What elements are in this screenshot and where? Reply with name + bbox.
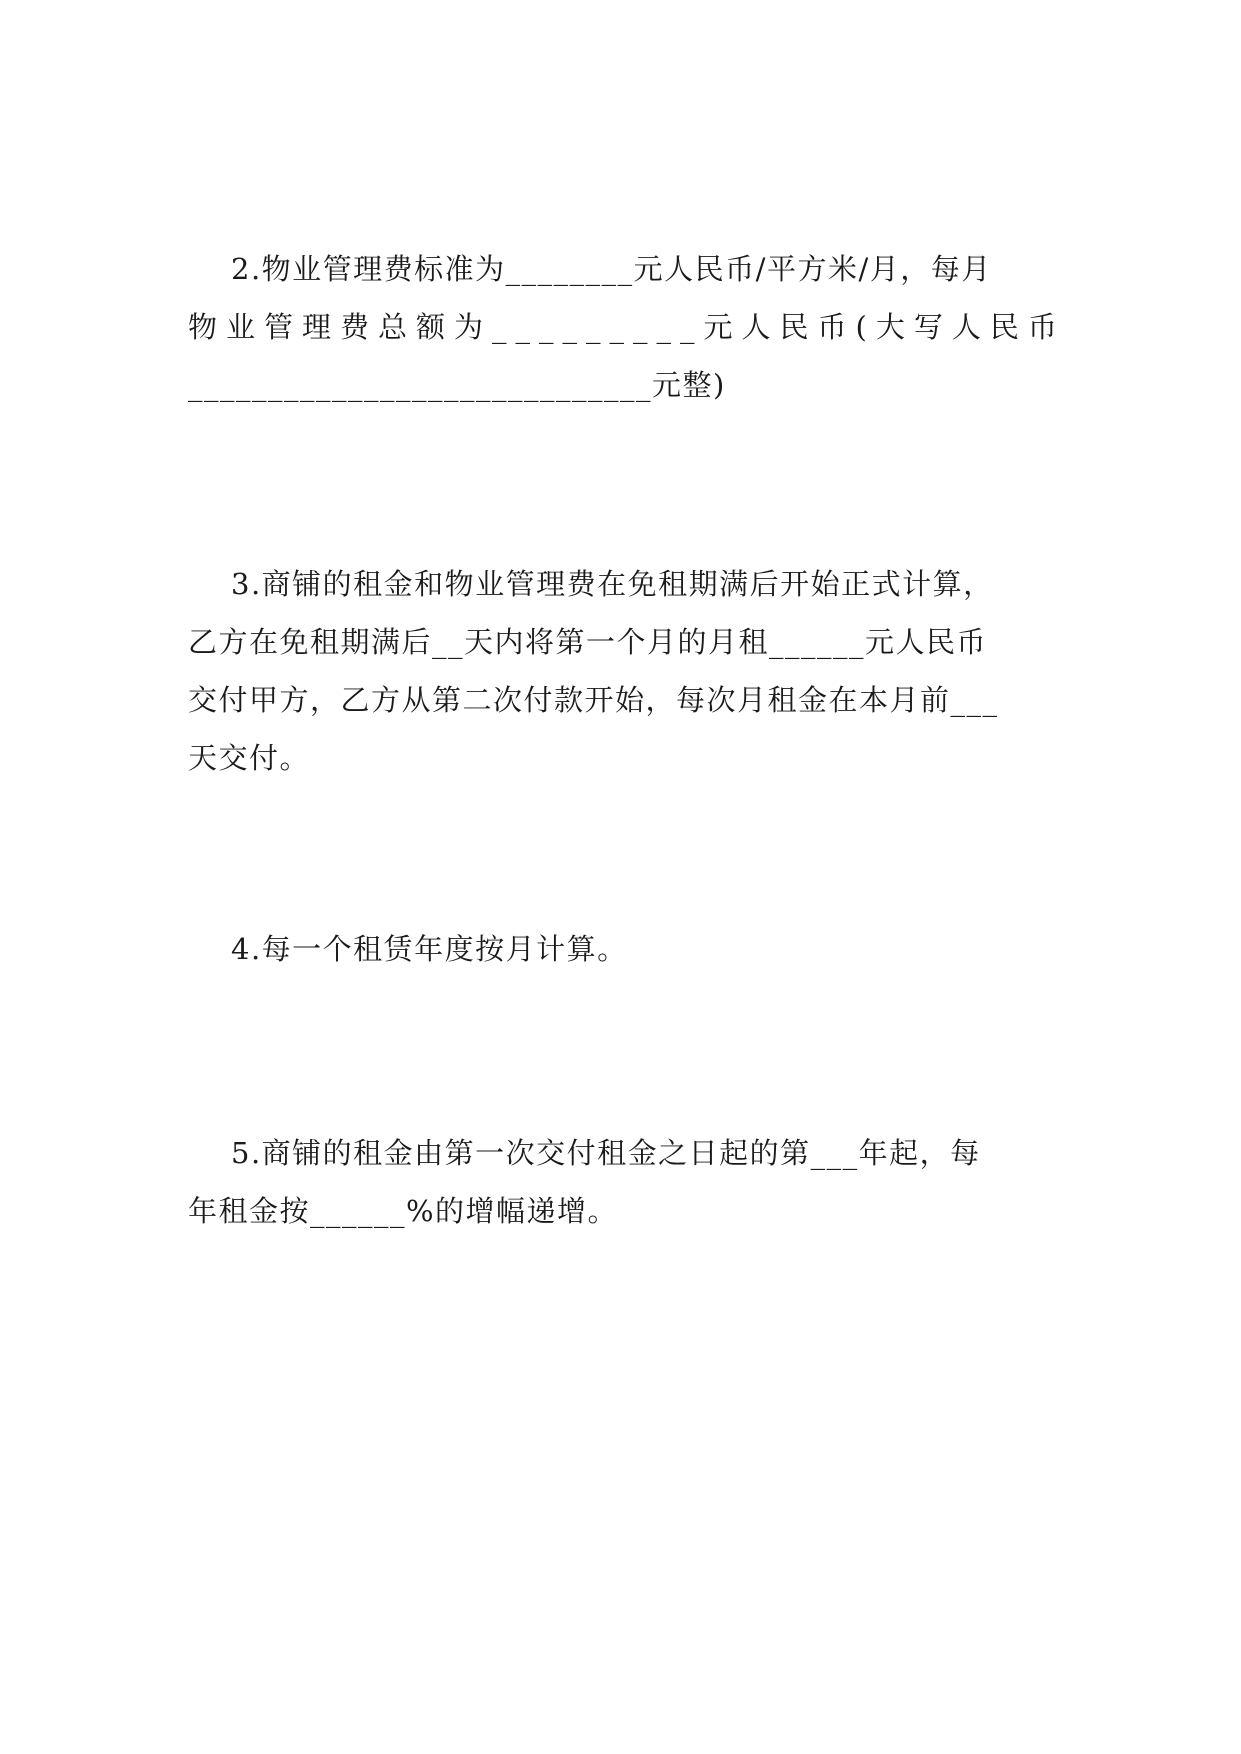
clause-4-line-1: 4.每一个租赁年度按月计算。 <box>231 932 628 966</box>
clause-3-line-4: 天交付。 <box>188 741 311 775</box>
clause-5-line-2: 年租金按______%的增幅递增。 <box>188 1194 619 1228</box>
clause-2-line-1: 2.物业管理费标准为________元人民币/平方米/月，每月 <box>231 252 992 286</box>
clause-4 <box>188 920 1048 978</box>
clause-3-line-3: 交付甲方，乙方从第二次付款开始，每次月租金在本月前___ <box>188 683 999 717</box>
clause-3-line-2: 乙方在免租期满后__天内将第一个月的月租______元人民币 <box>188 625 988 659</box>
clause-3-line-1: 3.商铺的租金和物业管理费在免租期满后开始正式计算， <box>231 567 994 601</box>
clause-3 <box>188 555 1048 787</box>
clause-5 <box>188 1124 1048 1240</box>
clause-2-line-3: _____________________________元整) <box>188 368 726 402</box>
clause-2 <box>188 240 1066 414</box>
clause-2-line-2: 物业管理费总额为_________元人民币(大写人民币 <box>188 310 1066 344</box>
clause-5-line-1: 5.商铺的租金由第一次交付租金之日起的第___年起，每 <box>231 1136 981 1170</box>
